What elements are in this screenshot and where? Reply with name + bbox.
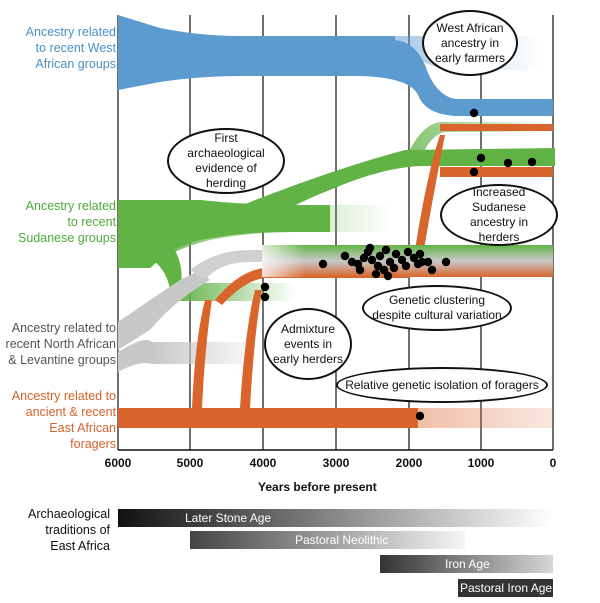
label-gray-ancestry: Ancestry related to recent North African & Levantine groups (5, 321, 116, 367)
label-pastoral-neolithic: Pastoral Neolithic (295, 533, 389, 547)
label-blue-ancestry: Ancestry related to recent West African groups (25, 25, 116, 71)
label-pastoral-iron-age: Pastoral Iron Age (460, 581, 553, 595)
bubble-clustering: Genetic clustering despite cultural variation (362, 285, 512, 331)
bubble-sudanese: Increased Sudanese ancestry in herders (440, 184, 558, 246)
bubble-isolation: Relative genetic isolation of foragers (336, 367, 548, 403)
bar-later-stone-age (118, 509, 553, 527)
sample-dot (392, 250, 400, 258)
sample-dot (416, 412, 424, 420)
sample-dot (356, 266, 364, 274)
sample-dot (261, 283, 269, 291)
sample-dot (416, 250, 424, 258)
x-axis-title: Years before present (258, 480, 377, 494)
bubble-herding: First archaeological evidence of herding (167, 128, 285, 194)
tick-3000: 3000 (322, 456, 350, 470)
sample-dot (477, 154, 485, 162)
sample-dot (372, 270, 380, 278)
bubble-west-african: West African ancestry in early farmers (422, 10, 518, 76)
sample-dot (366, 244, 374, 252)
sample-dot (504, 159, 512, 167)
sample-dot (402, 262, 410, 270)
label-green-ancestry: Ancestry related to recent Sudanese groups (18, 199, 116, 245)
sample-dot (390, 264, 398, 272)
sample-dot (368, 256, 376, 264)
label-orange-ancestry: Ancestry related to ancient & recent East African foragers (11, 389, 116, 451)
sample-dot (348, 258, 356, 266)
tick-1000: 1000 (467, 456, 495, 470)
sample-dot (360, 254, 368, 262)
sample-dot (261, 293, 269, 301)
bubble-admixture: Admixture events in early herders (264, 308, 352, 380)
sample-dot (418, 258, 426, 266)
tick-4000: 4000 (249, 456, 277, 470)
tick-0: 0 (549, 456, 557, 470)
tick-5000: 5000 (176, 456, 204, 470)
sample-dot (470, 168, 478, 176)
sample-dot (382, 246, 390, 254)
label-iron-age: Iron Age (445, 557, 490, 571)
sample-dot (428, 266, 436, 274)
sample-dot (404, 248, 412, 256)
traditions-heading: Archaeological traditions of East Africa (28, 507, 110, 553)
sample-dot (376, 252, 384, 260)
sample-dot (341, 252, 349, 260)
sample-dot (442, 258, 450, 266)
label-later-stone-age: Later Stone Age (185, 511, 272, 525)
tick-2000: 2000 (395, 456, 423, 470)
sample-dot (384, 272, 392, 280)
sample-dot (470, 109, 478, 117)
sample-dot (319, 260, 327, 268)
sample-dot (528, 158, 536, 166)
tick-6000: 6000 (104, 456, 132, 470)
